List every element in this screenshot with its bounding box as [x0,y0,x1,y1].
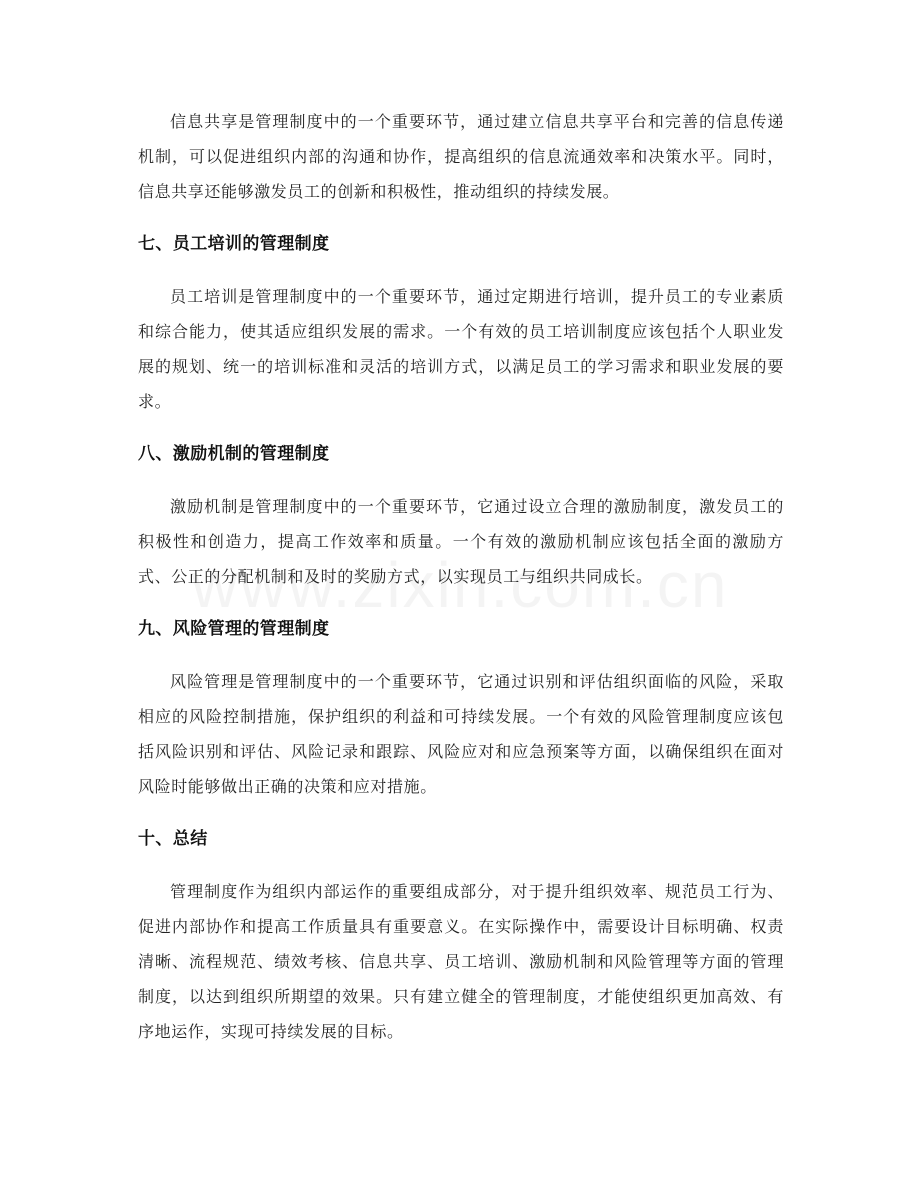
paragraph-risk-management: 风险管理是管理制度中的一个重要环节，它通过识别和评估组织面临的风险，采取相应的风险控制措施，保护组织的利益和可持续发展。一个有效的风险管理制度应该包括风险识别和评估、风险记录和跟踪、风险应对和应急预案等方面，以确保组织在面对风险时能够做出正确的决策和应对措施。 [138,672,784,796]
paragraph-info-sharing: 信息共享是管理制度中的一个重要环节，通过建立信息共享平台和完善的信息传递机制，可以促进组织内部的沟通和协作，提高组织的信息流通效率和决策水平。同时，信息共享还能够激发员工的创新和积极性，推动组织的持续发展。 [138,112,784,201]
heading-summary: 十、总结 [138,829,208,849]
paragraph-incentive-mechanism: 激励机制是管理制度中的一个重要环节，它通过设立合理的激励制度，激发员工的积极性和创造力，提高工作效率和质量。一个有效的激励机制应该包括全面的激励方式、公正的分配机制和及时的奖励方式，以实现员工与组织共同成长。 [138,497,784,586]
paragraph-summary: 管理制度作为组织内部运作的重要组成部分，对于提升组织效率、规范员工行为、促进内部协作和提高工作质量具有重要意义。在实际操作中，需要设计目标明确、权责清晰、流程规范、绩效考核、信息共享、员工培训、激励机制和风险管理等方面的管理制度，以达到组织所期望的效果。只有建立健全的管理制度，才能使组织更加高效、有序地运作，实现可持续发展的目标。 [138,882,784,1041]
paragraph-employee-training: 员工培训是管理制度中的一个重要环节，通过定期进行培训，提升员工的专业素质和综合能力，使其适应组织发展的需求。一个有效的员工培训制度应该包括个人职业发展的规划、统一的培训标准和灵活的培训方式，以满足员工的学习需求和职业发展的要求。 [138,287,784,411]
heading-incentive-mechanism: 八、激励机制的管理制度 [138,444,330,464]
heading-risk-management: 九、风险管理的管理制度 [138,619,330,639]
document-page [138,104,784,1049]
heading-employee-training: 七、员工培训的管理制度 [138,234,330,254]
